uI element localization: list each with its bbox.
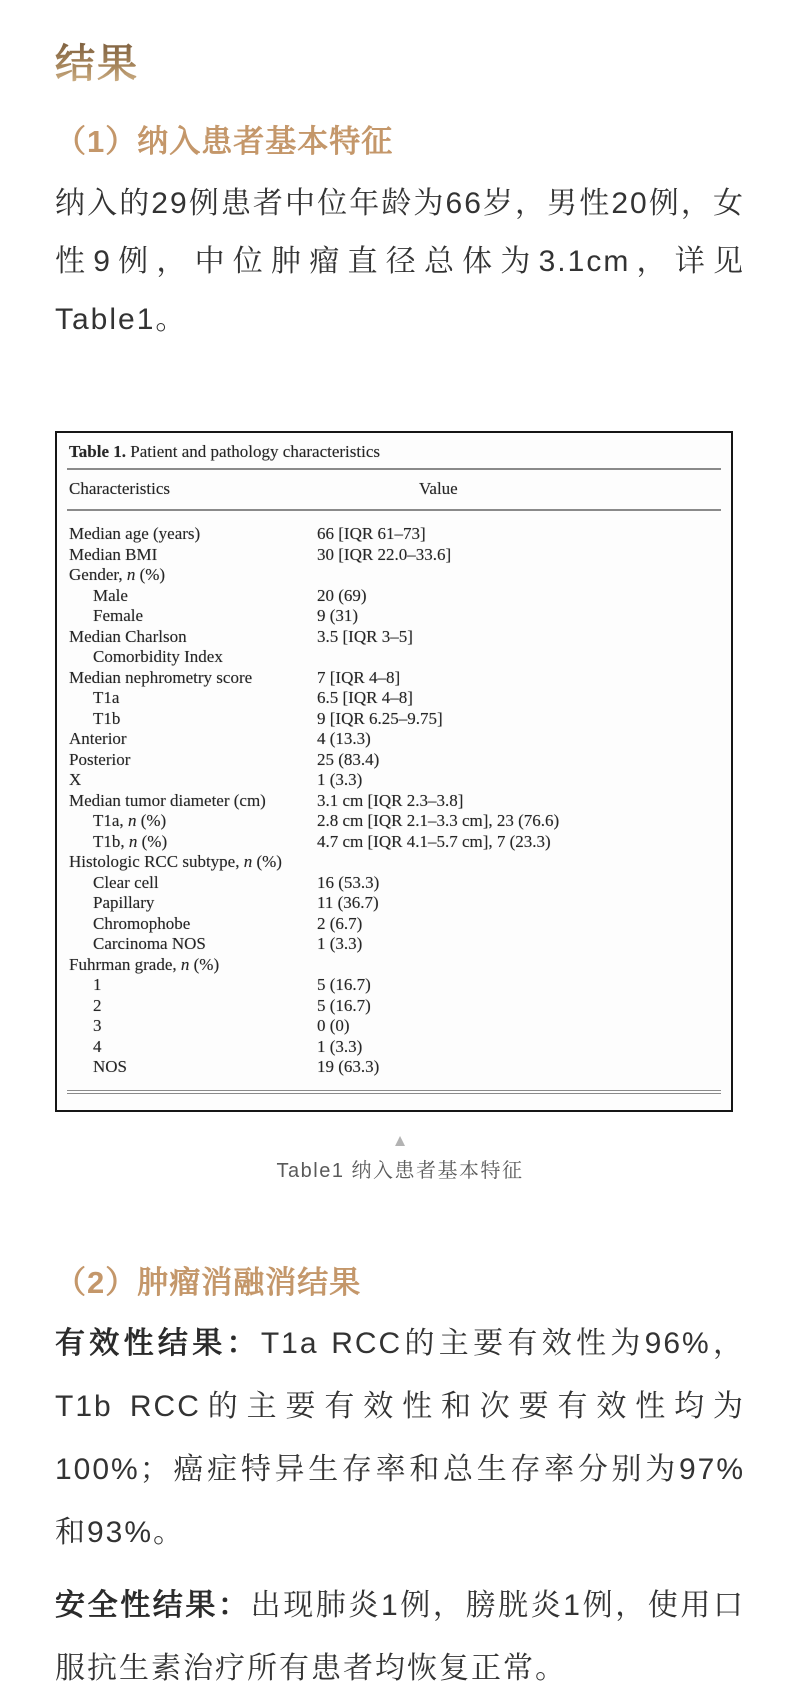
row-value: 1 (3.3) (317, 770, 363, 789)
row-value: 9 [IQR 6.25–9.75] (317, 708, 443, 728)
paper-table-title-text: Patient and pathology characteristics (130, 442, 380, 461)
row-value: 16 (53.3) (317, 872, 380, 892)
row-label: Median BMI (69, 544, 158, 564)
table-row (69, 1057, 721, 1078)
row-label: Median tumor diameter (cm) (69, 790, 266, 810)
table-row (69, 1037, 721, 1058)
row-label: Papillary (93, 893, 155, 912)
table-row (69, 709, 721, 730)
table-row (69, 688, 721, 709)
row-label: 4 (93, 1036, 102, 1056)
column-header-value: Value (419, 479, 458, 498)
row-label: Clear cell (93, 872, 159, 892)
row-value: 9 (31) (317, 606, 359, 625)
results-heading: 结果 (55, 41, 139, 86)
section-1-paragraph: 纳入的29例患者中位年龄为66岁，男性20例，女性9例，中位肿瘤直径总体为3.1cm，详见Table1。 (55, 187, 745, 336)
column-header-characteristics: Characteristics (69, 479, 171, 498)
row-label: Posterior (69, 749, 131, 769)
row-label: 2 (93, 995, 102, 1015)
table-row (69, 934, 721, 955)
row-label: Median Charlson (69, 626, 187, 646)
row-label: Median age (years) (69, 524, 201, 543)
row-label: NOS (93, 1057, 128, 1076)
table-row (69, 545, 721, 566)
row-label: T1b, n (%) (93, 831, 168, 851)
row-label: Anterior (69, 729, 127, 748)
table-row (69, 565, 721, 586)
row-value (317, 647, 721, 668)
table-row (69, 811, 721, 832)
row-value: 0 (0) (317, 1016, 350, 1035)
table-row (69, 791, 721, 812)
row-value: 3.5 [IQR 3–5] (317, 626, 413, 646)
table-row (69, 627, 721, 648)
row-value: 25 (83.4) (317, 749, 380, 769)
row-value: 7 [IQR 4–8] (317, 667, 401, 687)
section-2 (55, 1257, 745, 1700)
row-value: 4.7 cm [IQR 4.1–5.7 cm], 7 (23.3) (317, 831, 551, 851)
safety-paragraph (55, 1574, 745, 1700)
section-1 (55, 116, 745, 349)
row-value: 1 (3.3) (317, 1036, 363, 1056)
row-label: T1b (93, 708, 121, 728)
row-label: Male (93, 585, 128, 605)
table-row (69, 832, 721, 853)
row-value (317, 955, 721, 976)
paper-table (55, 431, 733, 1112)
table-row (69, 1016, 721, 1037)
section-2-heading: （2）肿瘤消融消结果 (55, 1264, 362, 1300)
row-label: Female (93, 606, 144, 625)
row-value: 3.1 cm [IQR 2.3–3.8] (317, 790, 464, 810)
row-value (317, 565, 721, 586)
row-label: 3 (93, 1016, 102, 1035)
table-row (69, 586, 721, 607)
section-1-heading: （1）纳入患者基本特征 (55, 124, 394, 159)
paper-table-header (67, 470, 721, 511)
row-value: 6.5 [IQR 4–8] (317, 688, 413, 707)
row-label: Comorbidity Index (93, 647, 223, 666)
row-value (317, 852, 721, 873)
row-value: 2.8 cm [IQR 2.1–3.3 cm], 23 (76.6) (317, 811, 560, 830)
paper-table-title (67, 439, 721, 470)
row-label: Gender, n (%) (69, 565, 166, 584)
table-row (69, 750, 721, 771)
row-label: Chromophobe (93, 913, 191, 933)
row-label: X (69, 770, 82, 789)
table-row (69, 873, 721, 894)
table-row (69, 914, 721, 935)
row-value: 30 [IQR 22.0–33.6] (317, 544, 452, 564)
paper-table-title-label: Table 1. (69, 442, 127, 461)
row-value: 2 (6.7) (317, 913, 363, 933)
table-row (69, 893, 721, 914)
triangle-up-icon: ▲ (391, 1130, 409, 1150)
efficacy-paragraph (55, 1312, 745, 1564)
safety-text: 出现肺炎1例，膀胱炎1例，使用口服抗生素治疗所有患者均恢复正常。 (55, 1588, 745, 1685)
row-value: 19 (63.3) (317, 1057, 380, 1076)
table-rows (67, 511, 721, 1094)
row-label: Fuhrman grade, n (%) (69, 954, 220, 974)
row-label: 1 (93, 975, 102, 994)
table-row (69, 524, 721, 545)
safety-lead: 安全性结果： (55, 1588, 251, 1622)
table-row (69, 975, 721, 996)
row-value: 66 [IQR 61–73] (317, 524, 426, 543)
row-value: 5 (16.7) (317, 995, 371, 1015)
table-row (69, 996, 721, 1017)
table1-figure-image[interactable] (55, 431, 733, 1112)
table-row (69, 729, 721, 750)
row-value: 11 (36.7) (317, 893, 379, 912)
table-row (69, 647, 721, 668)
row-label: T1a, n (%) (93, 811, 167, 830)
row-value: 1 (3.3) (317, 934, 363, 953)
table-row (69, 668, 721, 689)
row-value: 4 (13.3) (317, 729, 371, 748)
row-value: 20 (69) (317, 585, 367, 605)
table-row (69, 770, 721, 791)
row-value: 5 (16.7) (317, 975, 371, 994)
efficacy-text: T1a RCC的主要有效性为96%，T1b RCC的主要有效性和次要有效性均为100%；癌症特异生存率和总生存率分别为97%和93%。 (55, 1326, 746, 1549)
table-row (69, 852, 721, 873)
row-label: Histologic RCC subtype, n (%) (69, 852, 282, 871)
row-label: Median nephrometry score (69, 667, 253, 687)
row-label: Carcinoma NOS (93, 934, 206, 953)
figure-caption: Table1 纳入患者基本特征 (276, 1159, 524, 1182)
efficacy-lead: 有效性结果： (55, 1326, 261, 1360)
table-row (69, 606, 721, 627)
row-label: T1a (93, 688, 120, 707)
table-row (69, 955, 721, 976)
